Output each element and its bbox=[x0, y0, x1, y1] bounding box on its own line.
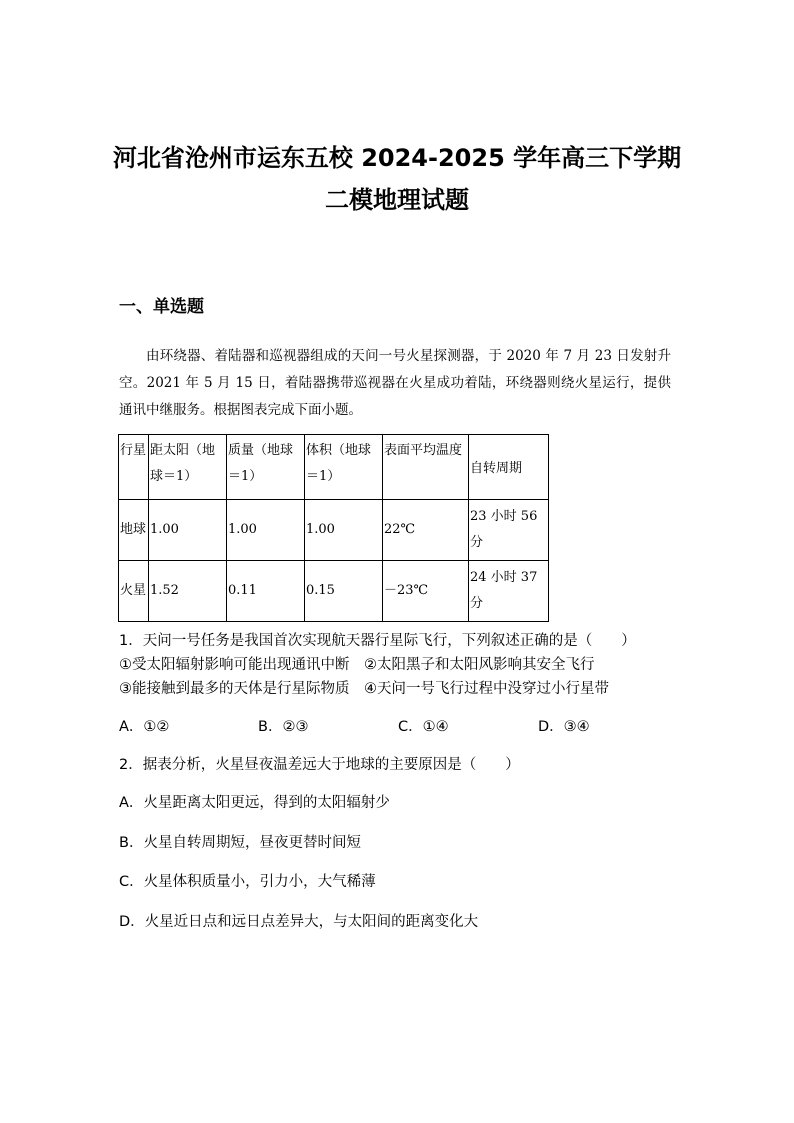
table-cell: 1.52 bbox=[149, 561, 227, 622]
section-heading-single-choice: 一、单选题 bbox=[119, 297, 204, 317]
table-cell: 1.00 bbox=[149, 500, 227, 561]
intro-paragraph: 由环绕器、着陆器和巡视器组成的天问一号火星探测器，于 2020 年 7 月 23 日发射升空。2021 年 5 月 15 日，着陆器携带巡视器在火星成功着陆，环绕器则绕火星运行，提供通讯中继服务。根据图表完成下面小题。 bbox=[119, 348, 671, 418]
table-header-cell: 行星 bbox=[119, 435, 149, 500]
table-row bbox=[119, 561, 549, 622]
question-1-items-line-1: ①受太阳辐射影响可能出现通讯中断 ②太阳黑子和太阳风影响其安全飞行 bbox=[119, 657, 595, 673]
table-header-cell: 自转周期 bbox=[469, 435, 549, 500]
table-cell: 火星 bbox=[119, 561, 149, 622]
question-1-items-line-2: ③能接触到最多的天体是行星际物质 ④天问一号飞行过程中没穿过小行星带 bbox=[119, 681, 609, 697]
document-title-line-1: 河北省沧州市运东五校 2024-2025 学年高三下学期 bbox=[112, 144, 682, 172]
table-row bbox=[119, 500, 549, 561]
document-title-line-2: 二模地理试题 bbox=[325, 186, 469, 214]
table-cell: 1.00 bbox=[227, 500, 305, 561]
table-cell: 1.00 bbox=[305, 500, 383, 561]
question-1-option-a: A．①② bbox=[119, 719, 170, 735]
table-cell: 地球 bbox=[119, 500, 149, 561]
table-cell: 0.15 bbox=[305, 561, 383, 622]
table-header-row bbox=[119, 435, 549, 500]
question-1-option-d: D．③④ bbox=[538, 719, 590, 735]
table-header-cell: 距太阳（地球＝1） bbox=[149, 435, 227, 500]
question-2-option-a: A．火星距离太阳更远，得到的太阳辐射少 bbox=[119, 795, 390, 811]
table-cell: 22℃ bbox=[383, 500, 469, 561]
table-header-cell: 表面平均温度 bbox=[383, 435, 469, 500]
table-cell: 24 小时 37 分 bbox=[469, 561, 549, 622]
table-header-cell: 体积（地球＝1） bbox=[305, 435, 383, 500]
table-cell: 0.11 bbox=[227, 561, 305, 622]
question-2-stem: 2．据表分析，火星昼夜温差远大于地球的主要原因是（ ） bbox=[119, 757, 520, 773]
table-header-cell: 质量（地球＝1） bbox=[227, 435, 305, 500]
question-1-stem: 1．天问一号任务是我国首次实现航天器行星际飞行，下列叙述正确的是（ ） bbox=[119, 633, 636, 649]
table-cell: 23 小时 56 分 bbox=[469, 500, 549, 561]
question-1-option-b: B．②③ bbox=[258, 719, 309, 735]
question-2-option-c: C．火星体积质量小，引力小，大气稀薄 bbox=[119, 874, 376, 890]
planet-comparison-table bbox=[118, 434, 549, 622]
question-2-option-d: D．火星近日点和远日点差异大，与太阳间的距离变化大 bbox=[119, 914, 479, 930]
question-1-option-c: C．①④ bbox=[398, 719, 449, 735]
table-cell: －23℃ bbox=[383, 561, 469, 622]
question-2-option-b: B．火星自转周期短，昼夜更替时间短 bbox=[119, 835, 361, 851]
